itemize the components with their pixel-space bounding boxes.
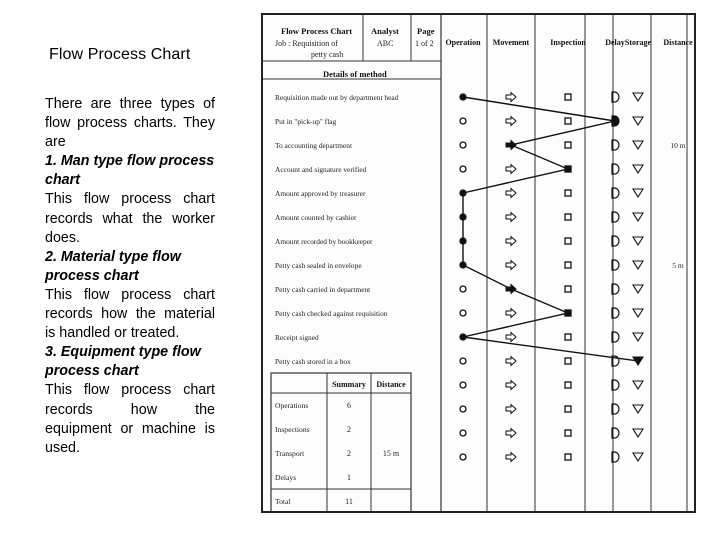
chart-title: Flow Process Chart bbox=[281, 26, 353, 36]
storage-triangle-symbol bbox=[633, 333, 643, 341]
summary-row-label: Operations bbox=[275, 401, 309, 410]
storage-triangle-symbol bbox=[633, 405, 643, 413]
flow-process-chart bbox=[261, 13, 696, 513]
summary-border bbox=[271, 373, 411, 511]
storage-triangle-symbol bbox=[633, 165, 643, 173]
summary-row-label: Transport bbox=[275, 449, 305, 458]
man-type-description: This flow process chart records what the worker does. bbox=[45, 191, 215, 246]
step-label-1: Requisition made out by department head bbox=[275, 93, 399, 102]
inspection-square-symbol bbox=[565, 430, 571, 436]
chart-column-headers bbox=[445, 38, 693, 47]
column-header-movement: Movement bbox=[492, 38, 530, 47]
chart-step-rows bbox=[275, 93, 686, 366]
summary-row-label: Total bbox=[275, 497, 291, 506]
step-label-8: Petty cash sealed in envelope bbox=[275, 261, 362, 270]
operation-symbol bbox=[460, 142, 466, 148]
movement-arrow-symbol bbox=[506, 357, 516, 366]
step-label-12: Petty cash stored in a box bbox=[275, 357, 351, 366]
summary-row-label: Delays bbox=[275, 473, 297, 482]
step-label-7: Amount recorded by bookkeeper bbox=[275, 237, 373, 246]
storage-triangle-symbol bbox=[633, 117, 643, 125]
movement-arrow-symbol bbox=[506, 117, 516, 126]
inspection-square-symbol bbox=[565, 382, 571, 388]
step-distance-8: 5 m bbox=[672, 261, 684, 270]
summary-row-value: 6 bbox=[347, 401, 351, 410]
column-header-distance: Distance bbox=[663, 38, 693, 47]
inspection-square-symbol bbox=[565, 190, 571, 196]
inspection-square-symbol bbox=[565, 286, 571, 292]
chart-details-label: Details of method bbox=[323, 69, 387, 79]
movement-arrow-symbol bbox=[506, 429, 516, 438]
column-header-operation: Operation bbox=[445, 38, 481, 47]
man-type-heading: 1. Man type flow process chart bbox=[45, 153, 215, 189]
step-label-6: Amount counted by cashier bbox=[275, 213, 357, 222]
summary-row-value: 1 bbox=[347, 473, 351, 482]
storage-triangle-symbol bbox=[633, 141, 643, 149]
operation-symbol bbox=[460, 430, 466, 436]
step-distance-3: 10 m bbox=[670, 141, 686, 150]
inspection-square-symbol bbox=[565, 118, 571, 124]
summary-row-distance: 15 m bbox=[382, 449, 400, 458]
inspection-square-symbol bbox=[565, 94, 571, 100]
summary-row-value: 2 bbox=[347, 425, 351, 434]
column-header-storage: Storage bbox=[624, 38, 652, 47]
slide-title: Flow Process Chart bbox=[49, 46, 191, 63]
movement-arrow-symbol bbox=[506, 333, 516, 342]
chart-job-line1: Job : Requisition of bbox=[275, 39, 338, 48]
movement-arrow-symbol bbox=[506, 93, 516, 102]
step-label-2: Put in "pick-up" flag bbox=[275, 117, 337, 126]
intro-paragraph: There are three types of flow process charts. They are bbox=[45, 96, 215, 151]
movement-arrow-symbol bbox=[506, 165, 516, 174]
movement-arrow-symbol bbox=[506, 261, 516, 270]
step-label-3: To accounting department bbox=[275, 141, 353, 150]
inspection-square-symbol bbox=[565, 406, 571, 412]
storage-triangle-symbol bbox=[633, 309, 643, 317]
summary-row-value: 2 bbox=[347, 449, 351, 458]
storage-triangle-symbol bbox=[633, 93, 643, 101]
operation-symbol bbox=[460, 118, 466, 124]
storage-triangle-symbol bbox=[633, 189, 643, 197]
chart-flow-path bbox=[463, 97, 638, 361]
chart-page-label: Page bbox=[417, 26, 435, 36]
operation-symbol bbox=[460, 358, 466, 364]
inspection-square-symbol bbox=[565, 262, 571, 268]
movement-arrow-symbol bbox=[506, 309, 516, 318]
storage-triangle-symbol bbox=[633, 213, 643, 221]
inspection-square-symbol bbox=[565, 358, 571, 364]
operation-symbol bbox=[460, 382, 466, 388]
movement-arrow-symbol bbox=[506, 237, 516, 246]
operation-symbol bbox=[460, 286, 466, 292]
movement-arrow-symbol bbox=[506, 213, 516, 222]
inspection-square-symbol bbox=[565, 142, 571, 148]
chart-page-value: 1 of 2 bbox=[415, 39, 434, 48]
storage-triangle-symbol bbox=[633, 285, 643, 293]
equipment-type-description: This flow process chart records how the equipment or machine is used. bbox=[45, 382, 215, 456]
movement-arrow-symbol bbox=[506, 405, 516, 414]
inspection-square-symbol bbox=[565, 238, 571, 244]
step-label-9: Petty cash carried in department bbox=[275, 285, 371, 294]
movement-arrow-symbol bbox=[506, 189, 516, 198]
summary-row-value: 11 bbox=[345, 497, 353, 506]
column-header-delay: Delay bbox=[605, 38, 625, 47]
step-label-4: Account and signature verified bbox=[275, 165, 367, 174]
column-header-inspection: Inspection bbox=[550, 38, 586, 47]
summary-distance-header: Distance bbox=[376, 380, 406, 389]
step-label-10: Petty cash checked against requisition bbox=[275, 309, 388, 318]
operation-symbol bbox=[460, 454, 466, 460]
chart-job-line2: petty cash bbox=[311, 50, 344, 59]
storage-triangle-symbol bbox=[633, 381, 643, 389]
equipment-type-heading: 3. Equipment type flow process chart bbox=[45, 344, 201, 380]
storage-triangle-symbol bbox=[633, 261, 643, 269]
storage-triangle-symbol bbox=[633, 453, 643, 461]
operation-symbol bbox=[460, 310, 466, 316]
operation-symbol bbox=[460, 406, 466, 412]
summary-row-label: Inspections bbox=[275, 425, 310, 434]
movement-arrow-symbol bbox=[506, 381, 516, 390]
inspection-square-symbol bbox=[565, 214, 571, 220]
body-text bbox=[45, 95, 215, 458]
step-label-11: Receipt signed bbox=[275, 333, 319, 342]
step-label-5: Amount approved by treasurer bbox=[275, 189, 366, 198]
material-type-description: This flow process chart records how the material is handled or treated. bbox=[45, 286, 215, 342]
chart-summary-table bbox=[271, 373, 411, 511]
inspection-square-symbol bbox=[565, 454, 571, 460]
inspection-square-symbol bbox=[565, 334, 571, 340]
operation-symbol bbox=[460, 166, 466, 172]
material-type-heading: 2. Material type flow process chart bbox=[45, 248, 181, 284]
storage-triangle-symbol bbox=[633, 429, 643, 437]
summary-header: Summary bbox=[332, 380, 366, 389]
chart-analyst-value: ABC bbox=[377, 39, 394, 48]
flow-path-line bbox=[463, 97, 638, 361]
storage-triangle-symbol bbox=[633, 237, 643, 245]
flow-process-chart-svg bbox=[263, 15, 694, 511]
chart-analyst-label: Analyst bbox=[371, 26, 399, 36]
movement-arrow-symbol bbox=[506, 453, 516, 462]
